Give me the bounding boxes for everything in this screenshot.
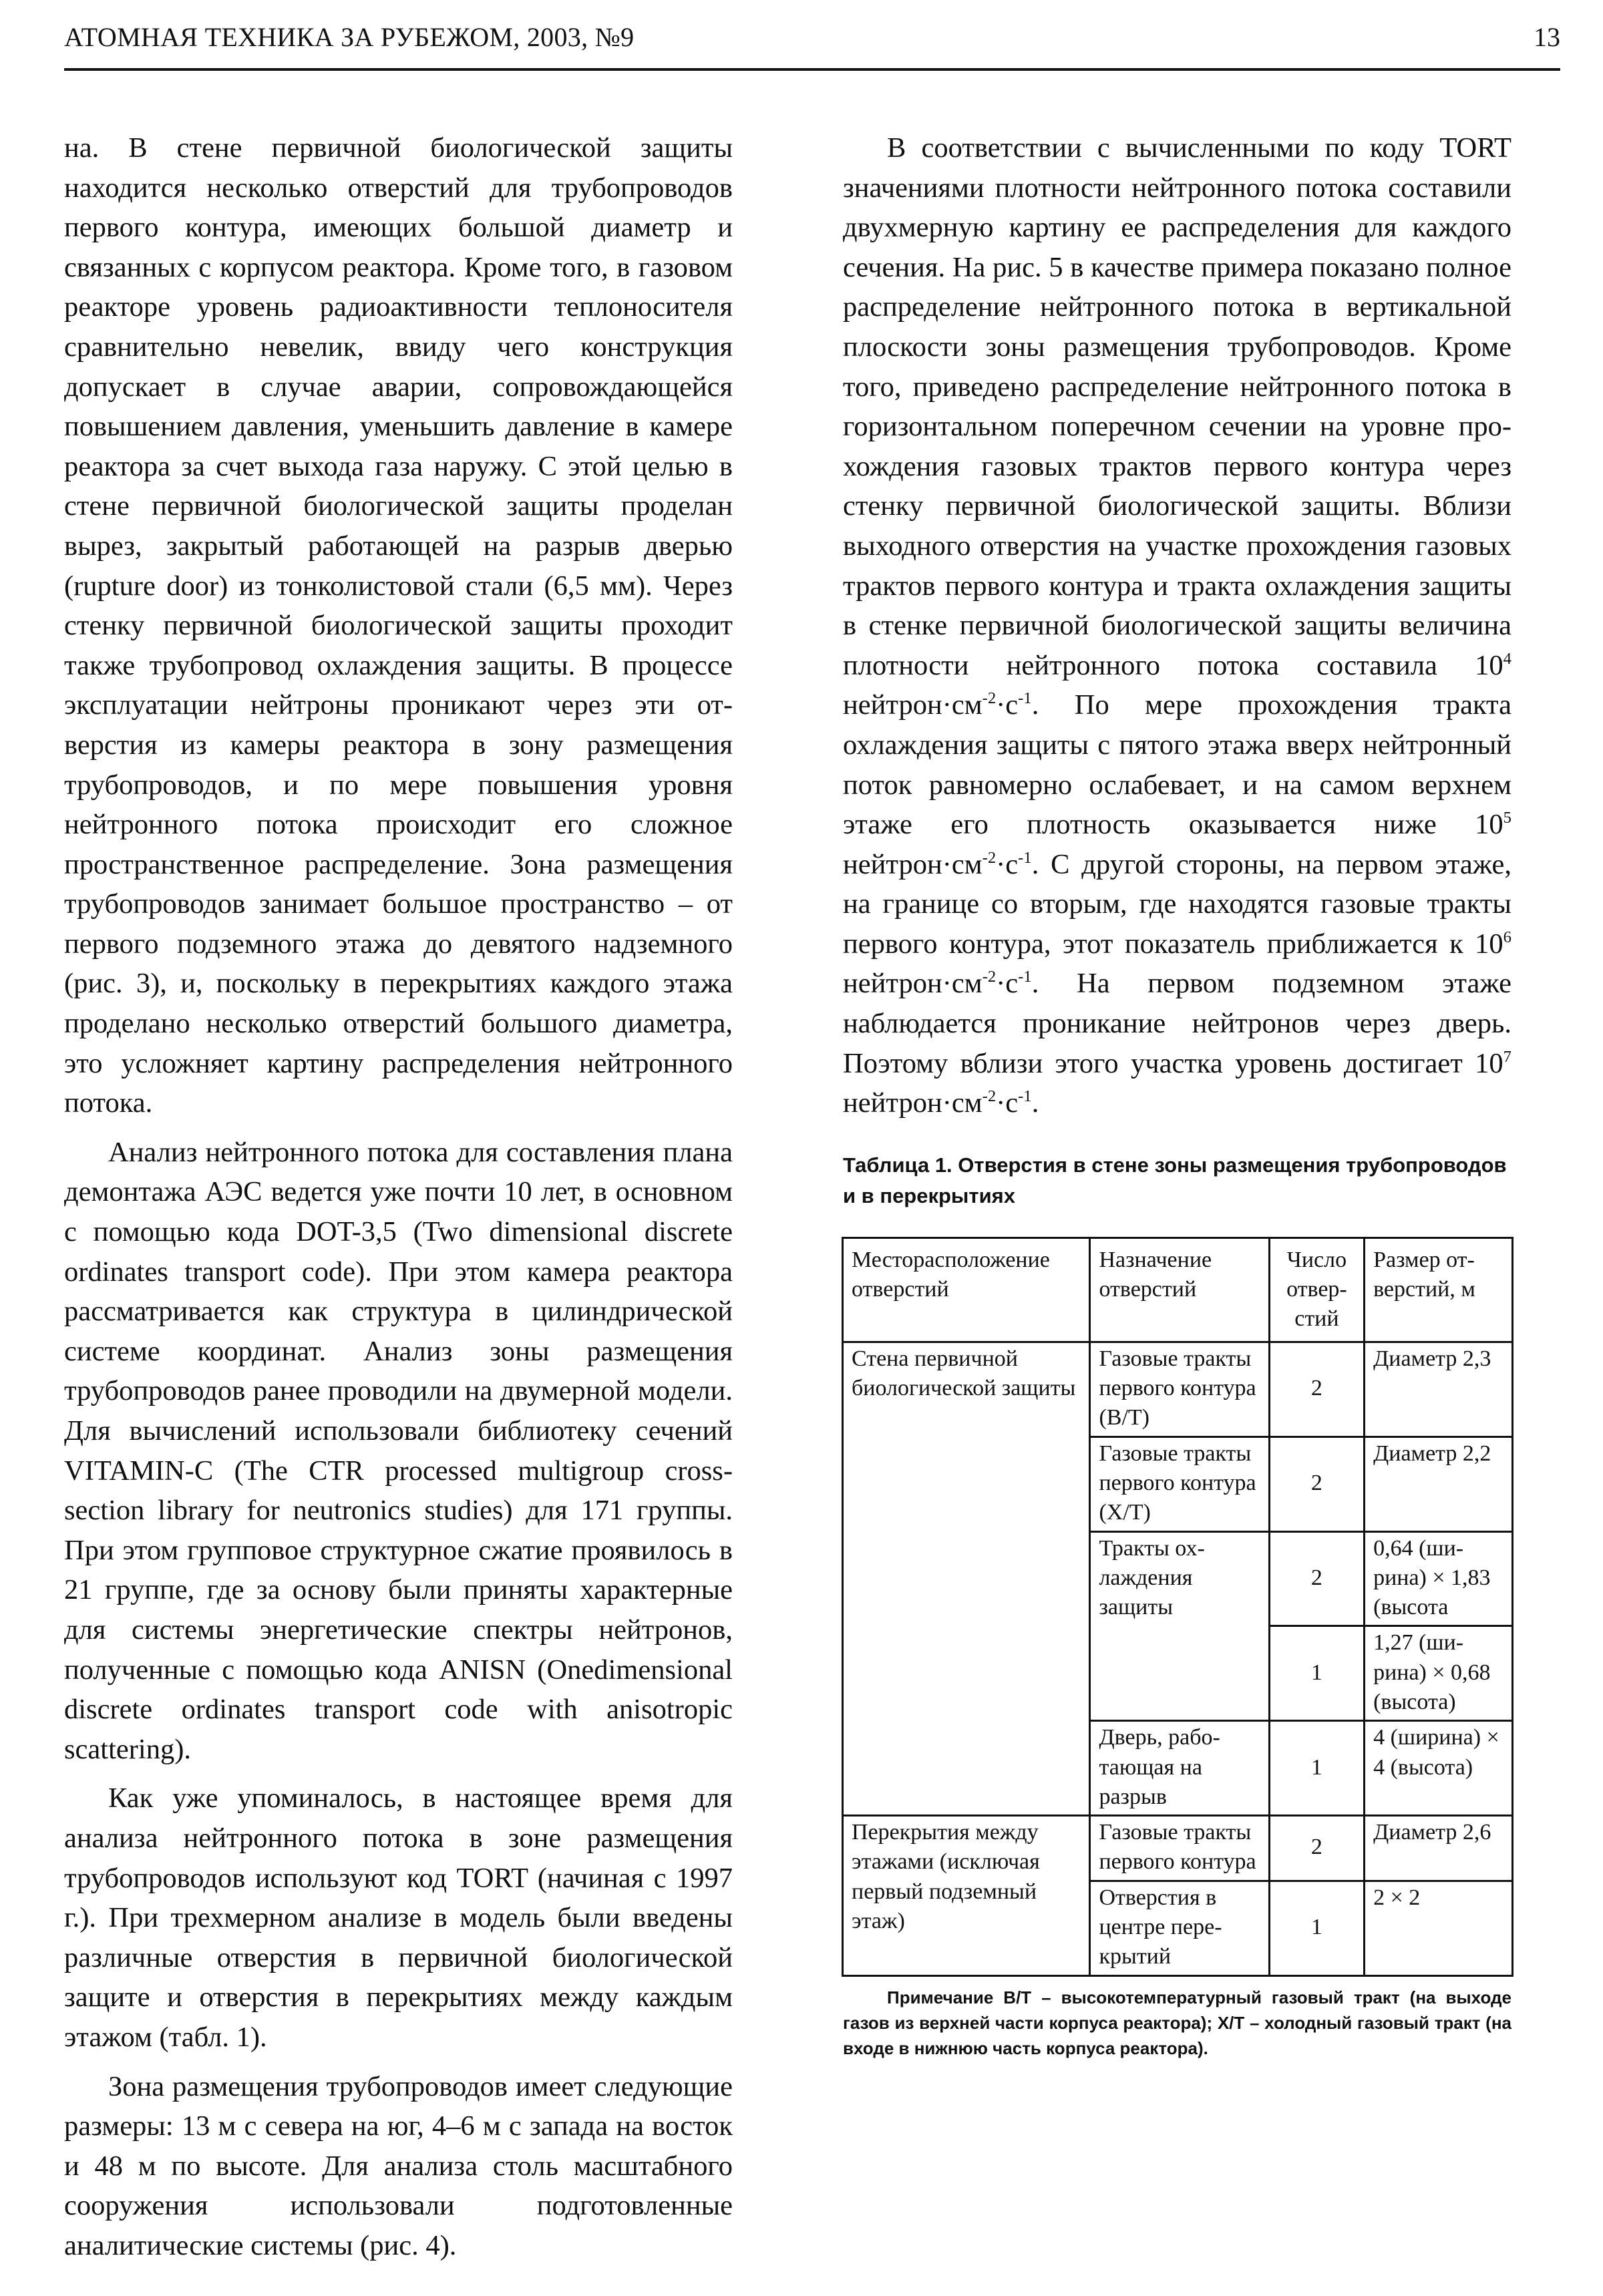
paragraph-tort-code: Как уже упоминалось, в настоящее время для анализа нейтронного потока в зоне размещения трубопроводов используют код TORT (начиная с 1997 г.). При трехмерном анализе в модель были введены различные отверстия в первичной биологической защите и отверстия в перекрытиях между каждым этажом (табл. 1). bbox=[64, 1782, 733, 2053]
left-column bbox=[64, 128, 733, 2265]
purpose-cell: Газовые тракты первого контура (Х/Т) bbox=[1090, 1437, 1269, 1531]
count-cell: 2 bbox=[1269, 1531, 1364, 1626]
purpose-cell: Отверстия в центре перекрытий bbox=[1090, 1881, 1269, 1975]
size-cell: 4 (ширина) × 4 (высота) bbox=[1365, 1721, 1513, 1816]
paragraph-continuation: на. В стене первичной биологической защиты находится несколько отверстий для трубопроводов первого контура, имеющих большой диаметр и связанных с корпусом реактора. Кроме того, в газовом реакторе уровень радиоактивности теплоносителя сравнительно невелик, ввиду чего конструкция допускает в случае аварии, сопровождающейся повышением давления, уменьшить давление в камере реактора за счет выхода газа наружу. С этой целью в стене первичной биологической защиты проделан вырез, закрытый работающей на разрыв дверью (rupture door) из тонколистовой стали (6,5 мм). Через стенку первичной биологической защиты проходит также трубопровод охлаждения защиты. В процессе эксплуатации нейтроны проникают через эти отверстия из камеры реактора в зону размещения трубопроводов, и по мере повышения уровня нейтронного потока происходит его сложное пространственное распределение. Зона размещения трубопроводов занимает большое пространство – от первого подземного этажа до девятого надземного (рис. 3), и, поскольку в перекрытиях каждого этажа проделано несколько отверстий большого диаметра, это усложняет картину распределения нейтронного потока. bbox=[64, 132, 733, 1119]
size-cell: Диаметр 2,2 bbox=[1365, 1437, 1513, 1531]
running-header bbox=[64, 17, 1560, 71]
count-cell: 1 bbox=[1269, 1881, 1364, 1975]
purpose-cell: Тракты охлаждения защиты bbox=[1090, 1531, 1269, 1721]
size-cell: 2 × 2 bbox=[1365, 1881, 1513, 1975]
size-cell: 1,27 (ширина) × 0,68 (высота) bbox=[1365, 1626, 1513, 1721]
location-cell: Стена первичной биологической защиты bbox=[843, 1342, 1090, 1815]
table-row bbox=[843, 1816, 1513, 1881]
paragraph-flux-distribution: В соответствии с вычисленными по коду TORT значениями плотности нейтронного потока составили двухмерную картину ее распределения для каждого сечения. На рис. 5 в качестве примера показано полное распределение нейтронного потока в вертикальной плоскости зоны размещения трубопроводов. Кроме того, приведено распределение нейтронного потока в горизонтальном поперечном сечении на уровне прохождения газовых трактов первого контура через стенку первичной биологической защиты. Вблизи выходного отверстия на участке прохождения газовых трактов первого контура и тракта охлаждения защиты в стенке первичной биологической защиты величина плотности нейтронного потока составила $10^4$ $нейтрон\cdot см^{-2}\cdot с^{-1}$. По мере прохождения тракта охлаждения защиты с пятого этажа вверх нейтронный поток равномерно ослабевает, и на самом верхнем этаже его плотность оказывается ниже $10^5$ $нейтрон\cdot см^{-2}\cdot с^{-1}$. С другой стороны, на первом этаже, на границе со вторым, где находятся газовые тракты первого контура, этот показатель приближается к $10^6$ $нейтрон\cdot см^{-2}\cdot с^{-1}$. На первом подземном этаже наблюдается проникание нейтронов через дверь. Поэтому вблизи этого участка уровень достигает $10^7$ $нейтрон\cdot см^{-2}\cdot с^{-1}$. bbox=[843, 132, 1511, 1119]
count-cell: 2 bbox=[1269, 1816, 1364, 1881]
table-caption: Таблица 1. Отверстия в стене зоны размещения трубопроводов и в перекрытиях bbox=[843, 1153, 1507, 1207]
size-cell: Диаметр 2,3 bbox=[1365, 1342, 1513, 1437]
page-number: 13 bbox=[1534, 22, 1560, 52]
paragraph-dot-analysis: Анализ нейтронного потока для составления плана демонтажа АЭС ведется уже почти 10 лет, в основном с помощью кода DOT-3,5 (Two dimensional discrete ordinates transport code). При этом камера реактора рассматривается как структура в цилиндрической системе координат. Анализ зоны размещения трубопроводов ранее проводили на двумерной модели. Для вычислений использовали библиотеку сечений VITAMIN-C (The CTR processed multigroup cross-section library for neutronics studies) для 171 группы. При этом групповое структурное сжатие проявилось в 21 группе, где за основу были приняты характерные для системы энергетические спектры нейтронов, полученные с помощью кода ANISN (Onedimensional discrete ordinates transport code with anisotropic scattering). bbox=[64, 1136, 733, 1765]
table-note: Примечание В/Т – высокотемпературный газовый тракт (на выходе газов из верхней части корпуса реактора); Х/Т – холодный газовый тракт (на входе в нижнюю часть корпуса реактора). bbox=[843, 1987, 1511, 2058]
count-cell: 1 bbox=[1269, 1721, 1364, 1816]
purpose-cell: Газовые тракты первого контура bbox=[1090, 1816, 1269, 1881]
count-cell: 2 bbox=[1269, 1342, 1364, 1437]
count-cell: 1 bbox=[1269, 1626, 1364, 1721]
size-cell: 0,64 (ширина) × 1,83 (высота bbox=[1365, 1531, 1513, 1626]
purpose-cell: Газовые тракты первого контура (В/Т) bbox=[1090, 1342, 1269, 1437]
header-count: Число отверстий bbox=[1269, 1237, 1364, 1342]
table-header-row bbox=[843, 1237, 1513, 1342]
right-column bbox=[843, 128, 1511, 2061]
location-cell: Перекрытия между этажами (исключая первый подземный этаж) bbox=[843, 1816, 1090, 1975]
openings-table bbox=[842, 1237, 1513, 1977]
journal-title: АТОМНАЯ ТЕХНИКА ЗА РУБЕЖОМ, 2003, №9 bbox=[64, 22, 635, 52]
table-row bbox=[843, 1342, 1513, 1437]
size-cell: Диаметр 2,6 bbox=[1365, 1816, 1513, 1881]
header-location: Месторасположение отверстий bbox=[843, 1237, 1090, 1342]
count-cell: 2 bbox=[1269, 1437, 1364, 1531]
header-purpose: Назначение отверстий bbox=[1090, 1237, 1269, 1342]
paragraph-zone-dimensions: Зона размещения трубопроводов имеет следующие размеры: 13 м с севера на юг, 4–6 м с запада на восток и 48 м по высоте. Для анализа столь масштабного сооружения использовали подготовленные аналитические системы (рис. 4). bbox=[64, 2070, 733, 2261]
purpose-cell: Дверь, работающая на разрыв bbox=[1090, 1721, 1269, 1816]
header-size: Размер отверстий, м bbox=[1365, 1237, 1513, 1342]
